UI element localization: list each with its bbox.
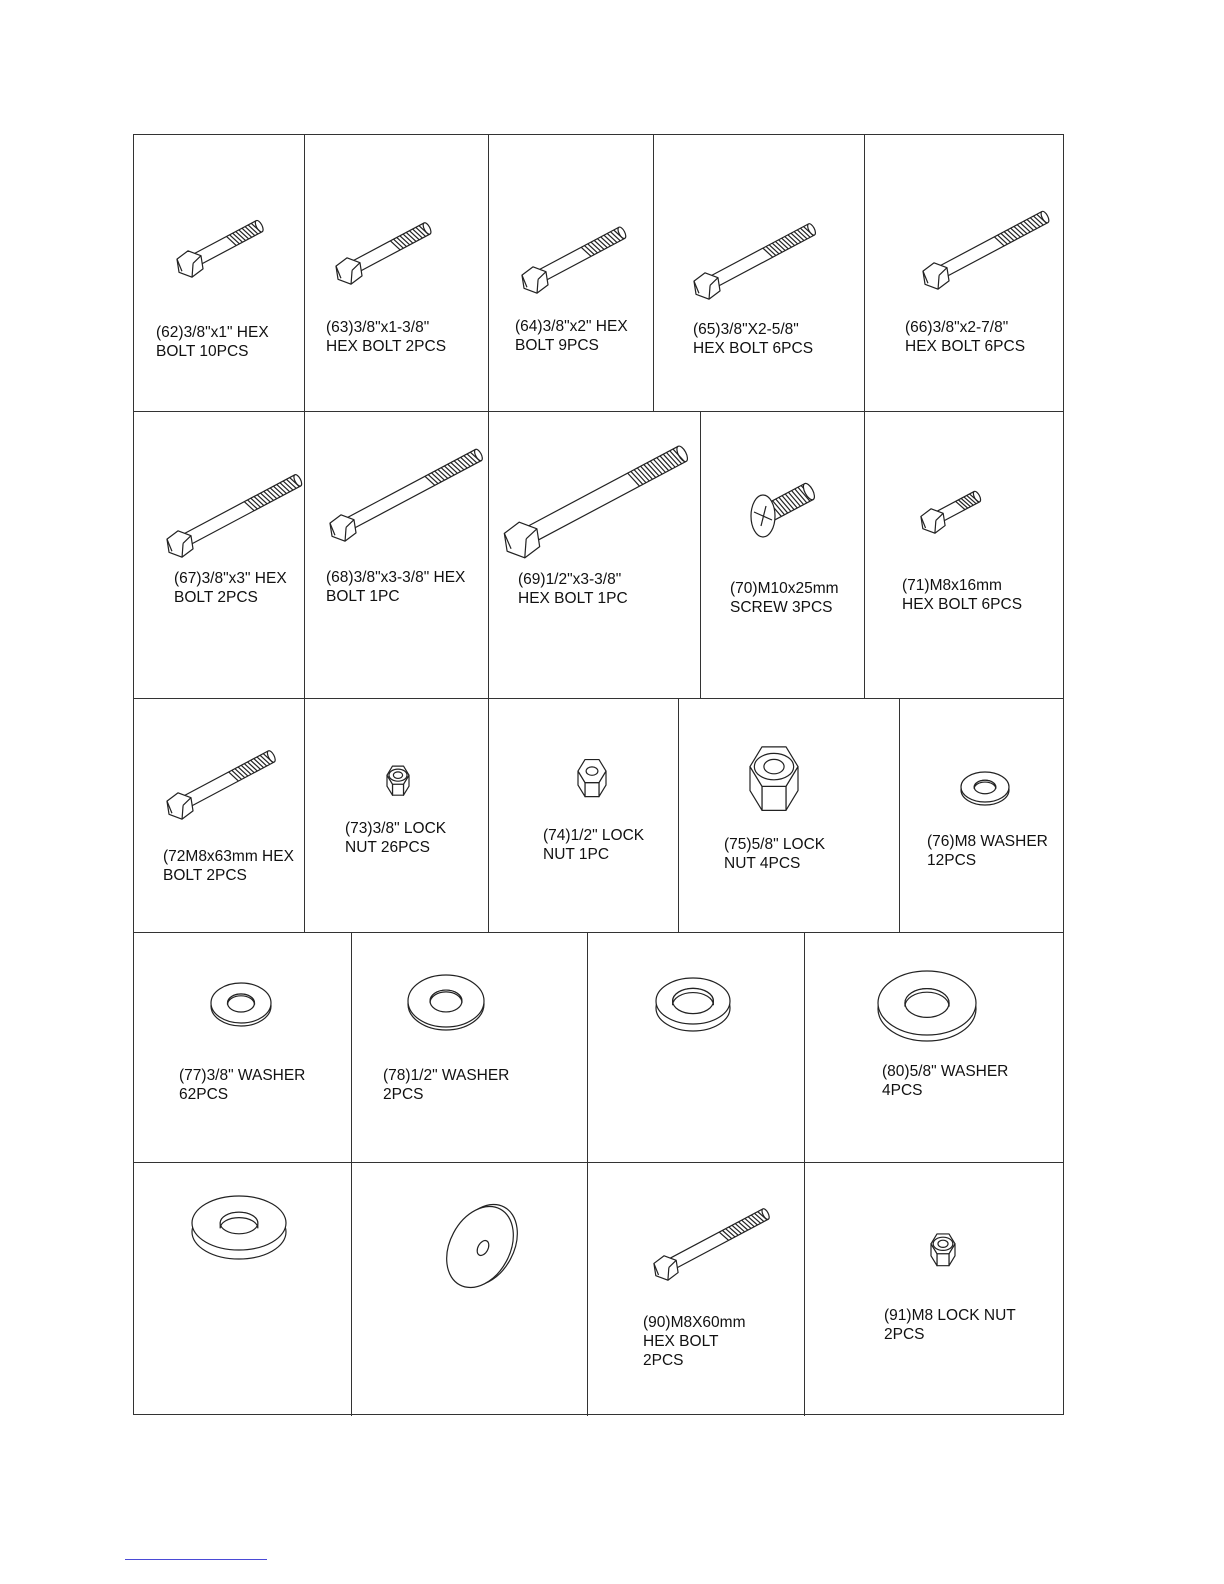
part-cell-70 (700, 412, 864, 698)
hex-bolt-icon (489, 135, 654, 411)
washer-icon (588, 933, 805, 1163)
part-cell-66 (864, 135, 1065, 411)
part-label-91 (884, 1306, 1016, 1344)
washer-icon (805, 933, 1066, 1163)
part-cell-80 (804, 933, 1065, 1162)
part-cell-65 (653, 135, 864, 411)
part-label-line: (62)3/8"x1" HEX (156, 324, 269, 341)
part-label-75 (724, 835, 825, 873)
hex-bolt-icon (305, 412, 489, 699)
part-label-line: HEX BOLT 2PCS (326, 338, 447, 355)
phillips-screw-icon (701, 412, 865, 699)
lock-nut-icon (805, 1163, 1066, 1417)
part-label-line: SCREW 3PCS (730, 599, 833, 616)
hex-bolt-icon (134, 699, 304, 933)
part-cell-71 (864, 412, 1065, 698)
part-label-67 (174, 569, 287, 607)
part-cell-62 (134, 135, 304, 411)
part-label-70 (730, 579, 839, 617)
hex-bolt-icon (865, 135, 1066, 411)
hex-bolt-icon (134, 135, 304, 411)
washer-icon (352, 933, 588, 1163)
part-label-65 (693, 320, 813, 358)
part-label-80 (882, 1062, 1008, 1100)
part-label-line: 4PCS (882, 1082, 923, 1099)
part-label-line: (91)M8 LOCK NUT (884, 1307, 1016, 1324)
part-label-73 (345, 819, 446, 857)
washer-icon (900, 699, 1066, 933)
part-label-line: NUT 1PC (543, 846, 610, 863)
part-cell-74 (488, 699, 678, 932)
part-label-line: (75)5/8" LOCK (724, 836, 826, 853)
part-label-line: (73)3/8" LOCK (345, 820, 447, 837)
part-label-line: 2PCS (643, 1352, 684, 1369)
part-label-line: NUT 26PCS (345, 839, 430, 856)
part-cell-63 (304, 135, 488, 411)
part-label-line: (72M8x63mm HEX (163, 848, 294, 865)
part-label-76 (927, 832, 1048, 870)
part-label-line: BOLT 1PC (326, 588, 400, 605)
parts-row-5 (134, 1162, 1063, 1416)
part-cell-68 (304, 412, 488, 698)
lock-nut-icon (679, 699, 900, 933)
part-label-line: BOLT 2PCS (174, 589, 258, 606)
part-label-line: BOLT 2PCS (163, 867, 247, 884)
part-label-72 (163, 847, 294, 885)
part-cell-67 (134, 412, 304, 698)
hex-bolt-icon (588, 1163, 805, 1417)
part-label-line: (90)M8X60mm (643, 1314, 746, 1331)
part-label-line: (77)3/8" WASHER (179, 1067, 306, 1084)
part-label-line: (68)3/8"x3-3/8" HEX (326, 569, 466, 586)
part-label-line: HEX BOLT 6PCS (693, 340, 814, 357)
part-label-68 (326, 568, 465, 606)
part-cell-90 (587, 1163, 804, 1416)
part-label-line: NUT 4PCS (724, 855, 801, 872)
part-label-line: 2PCS (383, 1086, 424, 1103)
lock-nut-icon (305, 699, 489, 933)
part-label-69 (518, 570, 628, 608)
parts-row-2 (134, 411, 1063, 698)
part-cell-82 (351, 1163, 587, 1416)
part-label-line: (71)M8x16mm (902, 577, 1002, 594)
part-cell-78 (351, 933, 587, 1162)
part-label-66 (905, 318, 1025, 356)
part-label-71 (902, 576, 1022, 614)
part-cell-64 (488, 135, 653, 411)
part-label-line: BOLT 9PCS (515, 337, 599, 354)
hex-bolt-icon (134, 412, 304, 699)
part-cell-81 (134, 1163, 351, 1416)
part-label-line: (65)3/8"X2-5/8" (693, 321, 799, 338)
parts-row-1 (134, 135, 1063, 411)
part-label-line: HEX BOLT 6PCS (902, 596, 1023, 613)
part-label-63 (326, 318, 446, 356)
part-cell-91 (804, 1163, 1065, 1416)
part-label-line: (76)M8 WASHER (927, 833, 1048, 850)
part-label-64 (515, 317, 628, 355)
part-cell-69 (488, 412, 700, 698)
hex-bolt-icon (489, 412, 701, 699)
parts-row-4 (134, 932, 1063, 1162)
part-label-line: (78)1/2" WASHER (383, 1067, 510, 1084)
part-cell-73 (304, 699, 488, 932)
part-label-74 (543, 826, 644, 864)
hex-bolt-icon (305, 135, 489, 411)
part-cell-76 (899, 699, 1065, 932)
part-label-77 (179, 1066, 305, 1104)
part-label-line: 2PCS (884, 1326, 925, 1343)
part-cell-72 (134, 699, 304, 932)
part-label-line: (64)3/8"x2" HEX (515, 318, 628, 335)
part-cell-75 (678, 699, 899, 932)
part-label-line: HEX BOLT 1PC (518, 590, 628, 607)
part-cell-79 (587, 933, 804, 1162)
part-label-line: 12PCS (927, 852, 977, 869)
footer-rule (125, 1559, 267, 1560)
part-label-78 (383, 1066, 509, 1104)
part-label-line: (66)3/8"x2-7/8" (905, 319, 1009, 336)
part-label-line: (80)5/8" WASHER (882, 1063, 1009, 1080)
part-label-line: (74)1/2" LOCK (543, 827, 645, 844)
washer-icon (352, 1163, 588, 1417)
part-label-line: (70)M10x25mm (730, 580, 839, 597)
part-label-line: BOLT 10PCS (156, 343, 249, 360)
washer-icon (134, 1163, 351, 1417)
part-label-line: (67)3/8"x3" HEX (174, 570, 287, 587)
part-label-line: HEX BOLT 6PCS (905, 338, 1026, 355)
part-label-line: HEX BOLT (643, 1333, 719, 1350)
parts-row-3 (134, 698, 1063, 932)
part-label-62 (156, 323, 269, 361)
lock-nut-icon (489, 699, 679, 933)
part-cell-77 (134, 933, 351, 1162)
parts-grid (133, 134, 1064, 1415)
hex-bolt-icon (865, 412, 1066, 699)
part-label-90 (643, 1313, 746, 1370)
part-label-line: 62PCS (179, 1086, 229, 1103)
hex-bolt-icon (654, 135, 865, 411)
washer-icon (134, 933, 351, 1163)
part-label-line: (63)3/8"x1-3/8" (326, 319, 430, 336)
part-label-line: (69)1/2"x3-3/8" (518, 571, 622, 588)
